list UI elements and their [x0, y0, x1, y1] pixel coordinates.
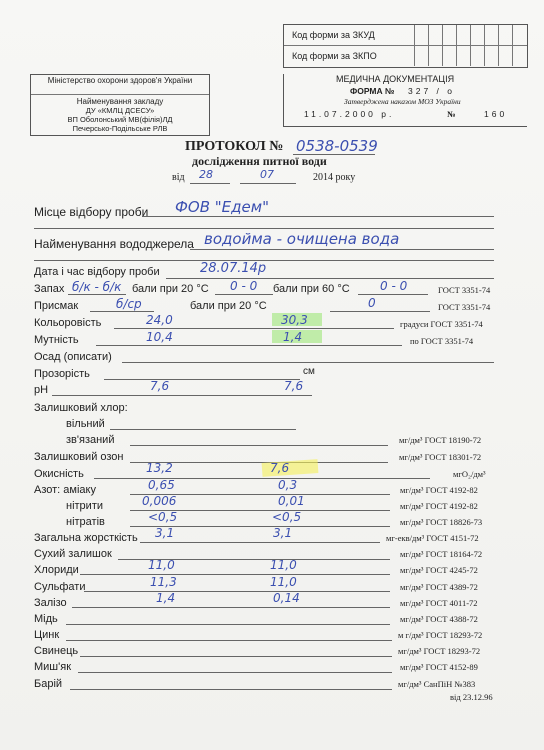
protocol-year: 2014 року [313, 172, 356, 183]
odour-value-2: 0 - 0 [230, 279, 258, 293]
iron-gost: мг/дм³ ГОСТ 4011-72 [400, 598, 478, 608]
chlorides-label: Хлориди [34, 564, 79, 576]
ammonia-value-2: 0,3 [278, 478, 298, 492]
nitrites-value-1: 0,006 [142, 494, 177, 508]
odour-value-3: 0 - 0 [380, 279, 408, 293]
barium-gost: мг/дм³ СанПіН №383 [398, 679, 476, 689]
color-label: Кольоровість [34, 317, 102, 329]
odour-label: Запах [34, 283, 65, 295]
institution-line2: ВП Оболонський МВ(філія)ЛД [67, 115, 173, 124]
order-number: 160 [484, 109, 508, 119]
nitrates-label: нітратів [66, 516, 105, 528]
place-value: ФОВ "Едем" [175, 198, 269, 216]
nitrates-value-1: <0,5 [148, 510, 178, 524]
med-doc-title: МЕДИЧНА ДОКУМЕНТАЦІЯ [336, 74, 455, 84]
nitrates-value-2: <0,5 [272, 510, 302, 524]
protocol-title [185, 139, 283, 155]
barium-label: Барій [34, 678, 63, 690]
ozone-gost: мг/дм³ ГОСТ 18301-72 [399, 452, 482, 462]
dry-label: Сухий залишок [34, 548, 112, 560]
turbidity-label: Мутність [34, 334, 79, 346]
iron-value-1: 1,4 [156, 591, 176, 605]
odour-mid-1: бали при 20 °С [132, 283, 209, 295]
chlorides-value-2: 11,0 [270, 558, 297, 572]
color-gost: градуси ГОСТ 3351-74 [400, 319, 483, 329]
transparency-label: Прозорість [34, 368, 90, 380]
zkud-label: Код форми за ЗКУД [292, 30, 375, 40]
sulfates-gost: мг/дм³ ГОСТ 4389-72 [400, 582, 478, 592]
copper-gost: мг/дм³ ГОСТ 4388-72 [400, 614, 478, 624]
form-code-box [283, 24, 528, 68]
protocol-month: 07 [260, 168, 274, 181]
iron-value-2: 0,14 [273, 591, 300, 605]
arsenic-gost: мг/дм³ ГОСТ 4152-89 [400, 662, 478, 672]
chlorine-bound-label: зв'язаний [66, 434, 115, 446]
protocol-number: 0538-0539 [296, 137, 378, 155]
ozone-label: Залишковий озон [34, 451, 124, 463]
chlorides-value-1: 11,0 [148, 558, 175, 572]
date-label: Дата і час відбору проби [34, 266, 160, 278]
ministry-name: Міністерство охорони здоров'я України [47, 76, 193, 85]
oxidability-label: Окисність [34, 468, 84, 480]
odour-mid-2: бали при 60 °С [273, 283, 350, 295]
protocol-subtitle: дослідження питної води [192, 154, 327, 168]
institution-line1: ДУ «КМЛЦ ДСЕСУ» [85, 106, 155, 115]
chlorine-free-label: вільний [66, 418, 105, 430]
color-value-2: 30,3 [281, 313, 308, 327]
oxidability-value-2: 7,6 [270, 461, 290, 475]
date-value: 28.07.14р [200, 261, 267, 276]
arsenic-label: Миш'як [34, 661, 72, 673]
chlorine-gost: мг/дм³ ГОСТ 18190-72 [399, 435, 482, 445]
odour-gost: ГОСТ 3351-74 [438, 285, 491, 295]
nitrites-gost: мг/дм³ ГОСТ 4192-82 [400, 501, 478, 511]
zinc-gost: м г/дм³ ГОСТ 18293-72 [398, 630, 483, 640]
protocol-day: 28 [199, 168, 213, 181]
hardness-gost: мг-екв/дм³ ГОСТ 4151-72 [386, 533, 479, 543]
turbidity-value-1: 10,4 [146, 330, 173, 344]
source-value: водойма - очищена вода [204, 230, 400, 248]
sulfates-value-1: 11,3 [150, 575, 177, 589]
color-value-1: 24,0 [146, 313, 173, 327]
approved-text: Затверджена наказом МОЗ України [344, 97, 461, 106]
approval-date: 11.07.2000 р. [304, 109, 395, 119]
turbidity-value-2: 1,4 [283, 330, 303, 344]
lead-gost: мг/дм³ ГОСТ 18293-72 [398, 646, 481, 656]
nitrates-gost: мг/дм³ ГОСТ 18826-73 [400, 517, 483, 527]
oxidability-gost: мгО₂/дм³ [453, 469, 486, 479]
protocol-from: від [172, 172, 185, 183]
ph-label: рН [34, 384, 49, 396]
lead-label: Свинець [34, 645, 79, 657]
dry-gost: мг/дм³ ГОСТ 18164-72 [400, 549, 483, 559]
taste-label: Присмак [34, 300, 79, 312]
transparency-unit: см [303, 366, 315, 377]
ph-value-1: 7,6 [150, 379, 170, 393]
chlorine-label: Залишковий хлор: [34, 402, 128, 414]
oxidability-value-1: 13,2 [146, 461, 173, 475]
taste-mid-1: бали при 20 °С [190, 300, 267, 312]
hardness-value-1: 3,1 [155, 526, 175, 540]
institution-line3: Печерсько-Подільське РЛВ [72, 124, 168, 133]
chlorides-gost: мг/дм³ ГОСТ 4245-72 [400, 565, 478, 575]
place-label: Місце відбору проби [34, 205, 149, 219]
ph-value-2: 7,6 [284, 379, 304, 393]
turbidity-gost: по ГОСТ 3351-74 [410, 336, 474, 346]
taste-value-2: 0 [368, 296, 376, 310]
ammonia-gost: мг/дм³ ГОСТ 4192-82 [400, 485, 478, 495]
odour-value-1: б/к - б/к [72, 280, 122, 294]
form-label: ФОРМА № [350, 86, 395, 96]
institution-heading: Найменування закладу [76, 97, 164, 106]
zinc-label: Цинк [34, 629, 60, 641]
form-number: 327 / о [408, 86, 455, 96]
sulfates-label: Сульфати [34, 581, 86, 593]
protocol-label: ПРОТОКОЛ № [185, 139, 284, 154]
sediment-label: Осад (описати) [34, 351, 112, 363]
sulfates-value-2: 11,0 [270, 575, 297, 589]
copper-label: Мідь [34, 613, 58, 625]
med-doc-box [283, 74, 527, 127]
taste-value-1: б/ср [116, 297, 142, 311]
nitrites-label: нітрити [66, 500, 104, 512]
zkpo-label: Код форми за ЗКПО [292, 51, 377, 61]
nitrites-value-2: 0,01 [278, 494, 305, 508]
hardness-value-2: 3,1 [273, 526, 293, 540]
number-sign: № [447, 109, 456, 119]
ammonia-value-1: 0,65 [148, 478, 175, 492]
taste-gost: ГОСТ 3351-74 [438, 302, 491, 312]
hardness-label: Загальна жорсткість [34, 532, 138, 544]
iron-label: Залізо [34, 597, 67, 609]
source-label: Найменування вододжерела [34, 237, 194, 251]
ammonia-label: Азот: аміаку [34, 484, 96, 496]
footer-date: від 23.12.96 [450, 692, 493, 702]
institution-box [30, 74, 210, 136]
